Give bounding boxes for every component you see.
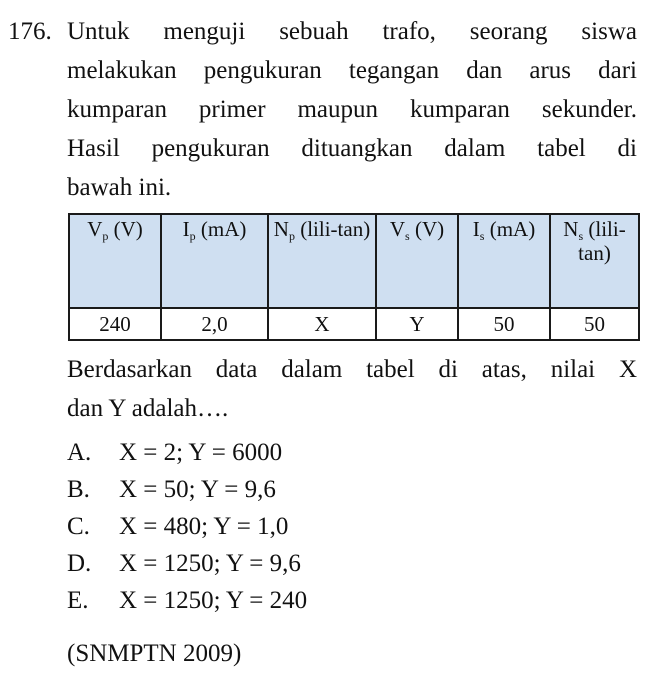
stem-line: Untuk menguji sebuah trafo, seorang siswa xyxy=(67,18,637,45)
prompt-line: Berdasarkan data dalam tabel di atas, nilai X xyxy=(67,356,637,383)
answer-options xyxy=(67,434,307,619)
header-np: $N_p$ (lili-tan) xyxy=(268,214,376,308)
cell-ns: 50 xyxy=(550,308,639,340)
question-stem xyxy=(67,12,637,207)
option-b[interactable] xyxy=(67,471,307,508)
stem-line: Hasil pengukuran dituangkan dalam tabel di xyxy=(67,135,637,162)
stem-line: bawah ini. xyxy=(67,174,172,201)
option-a[interactable] xyxy=(67,434,307,471)
option-c[interactable] xyxy=(67,508,307,545)
table-row xyxy=(69,308,639,340)
question-number: 176. xyxy=(8,18,52,45)
cell-ip: 2,0 xyxy=(161,308,268,340)
option-text: X = 480; Y = 1,0 xyxy=(119,513,289,540)
cell-vp: 240 xyxy=(69,308,161,340)
header-vs: $V_s$ (V) xyxy=(376,214,458,308)
header-ip: $I_p$ (mA) xyxy=(161,214,268,308)
question-prompt xyxy=(67,350,637,428)
option-letter: A. xyxy=(67,439,92,466)
header-vp: $V_p$ (V) xyxy=(69,214,161,308)
option-text: X = 1250; Y = 9,6 xyxy=(119,550,301,577)
cell-is: 50 xyxy=(458,308,550,340)
source-citation: (SNMPTN 2009) xyxy=(67,640,242,667)
header-is: $I_s$ (mA) xyxy=(458,214,550,308)
measurement-table xyxy=(68,213,640,341)
option-text: X = 1250; Y = 240 xyxy=(119,587,308,614)
cell-vs: Y xyxy=(376,308,458,340)
option-letter: C. xyxy=(67,513,90,540)
header-ns: $N_s$ (lili-tan) xyxy=(550,214,639,308)
option-d[interactable] xyxy=(67,545,307,582)
option-letter: B. xyxy=(67,476,90,503)
table-header-row xyxy=(69,214,639,308)
option-letter: D. xyxy=(67,550,92,577)
prompt-line: dan Y adalah…. xyxy=(67,395,229,422)
option-letter: E. xyxy=(67,587,89,614)
option-text: X = 2; Y = 6000 xyxy=(119,439,283,466)
stem-line: kumparan primer maupun kumparan sekunder. xyxy=(67,96,637,123)
cell-np: X xyxy=(268,308,376,340)
option-e[interactable] xyxy=(67,582,307,619)
stem-line: melakukan pengukuran tegangan dan arus dari xyxy=(67,57,637,84)
option-text: X = 50; Y = 9,6 xyxy=(119,476,276,503)
